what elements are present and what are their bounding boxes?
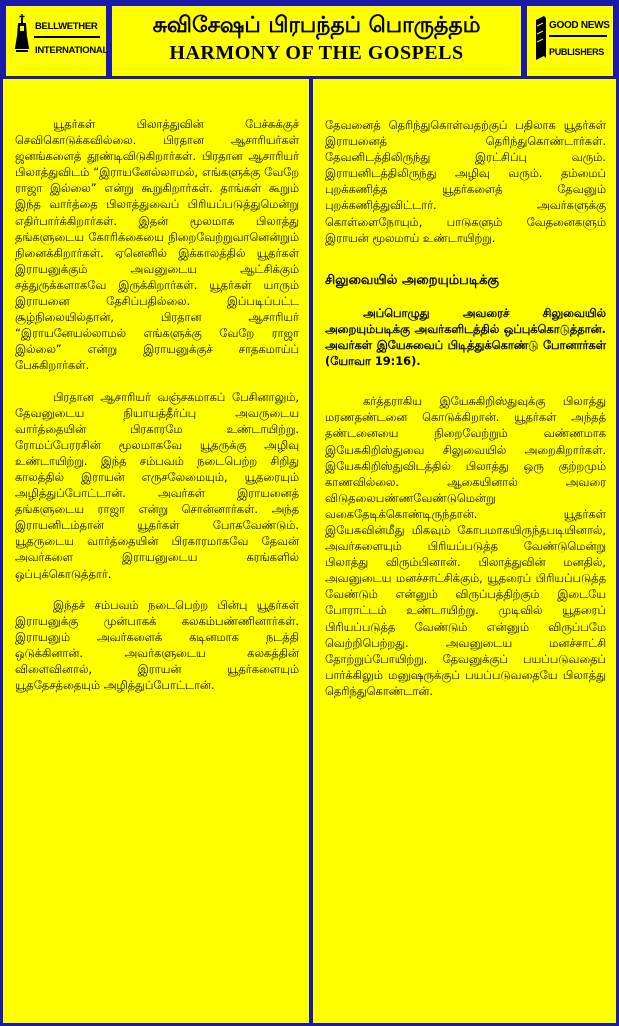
left-column bbox=[3, 79, 309, 1023]
title-english: HARMONY OF THE GOSPELS bbox=[169, 42, 464, 64]
paragraph: பிரதான ஆசாரியர் வஞ்சகமாகப் பேசினாலும், தேவனுடைய நியாயத்தீர்ப்பு அவருடைய வார்த்தையின் பிரகாரமே உண்டாயிற்று. ரோமப்பேரரசின் மூலமாகவே யூதருக்கு அழிவு உண்டாயிற்று. இந்த சம்பவம் நடைபெற்ற சிறிது காலத்தில் இராயன் எருசலேமையும், யூதரையும் அழித்துப்போட்டான். அவர்கள் இராயனைத் தங்களுடைய ராஜா என்று சொன்னார்கள். அந்த இராயனிடம்தான் யூதர்கள் போகவேண்டும். யூதருடைய வார்த்தையின் பிரகாரமாகவே தேவன் அவர்களை இராயனுடைய கரங்களில் ஒப்புக்கொடுத்தார். bbox=[15, 389, 299, 581]
bellwether-logo bbox=[6, 6, 106, 76]
page-header bbox=[3, 3, 616, 79]
title-banner bbox=[112, 6, 521, 76]
good-news-logo bbox=[527, 6, 613, 76]
logo-divider bbox=[549, 35, 607, 37]
paragraph: தேவனைத் தெரிந்துகொள்வதற்குப் பதிலாக யூதர்கள் இராயனைத் தெரிந்துகொண்டார்கள். தேவனிடத்திலிருந்து இரட்சிப்பு வரும். இராயனிடத்திலிருந்து அழிவு வரும். தம்மைப் புறக்கணித்த யூதர்களைத் தேவனும் புறக்கணித்துவிட்டார். அவர்களுக்கு கொள்ளைநோயும், பாடுகளும் வேதனைகளும் இராயன் மூலமாய் உண்டாயிற்று. bbox=[325, 118, 606, 245]
right-column bbox=[313, 79, 616, 1023]
paragraph: இந்தச் சம்பவம் நடைபெற்ற பின்பு யூதர்கள் இராயனுக்கு முன்பாகக் கலகம்பண்ணினார்கள். இராயனும் அவர்களைக் கடினமாக நடத்தி ஒடுக்கினான். அவர்களுடைய கலகத்தின் விளைவினால், இராயன் யூதர்களையும் யூததேசத்தையும் அழித்துப்போட்டான். bbox=[15, 597, 299, 693]
logo-left-line2: INTERNATIONAL bbox=[35, 45, 108, 56]
paragraph: கர்த்தராகிய இயேசுகிறிஸ்துவுக்கு பிலாத்து மரணதண்டனை கொடுக்கிறான். யூதர்கள் அந்தத் தண்டனையை நிறைவேற்றும் வண்ணமாக இயேசுகிறிஸ்துவை சிலுவையில் அறைகிறார்கள். இயேசுகிறிஸ்துவிடத்தில் பிலாத்து ஒரு குற்றமும் காணவில்லை. ஆகையினால் அவரை விடுதலைபண்ணவேண்டுமென்று வகைதேடிக்கொண்டிருந்தான். யூதர்கள் இயேசுவின்மீது மிகவும் கோபமாகயிருந்தபடியினால், அவர்களையும் பிரியப்படுத்த வேண்டுமென்று பிலாத்து விரும்பினான். பிலாத்துவின் மனதில், அவனுடைய மனச்சாட்சிக்கும், யூதரைப் பிரியப்படுத்த வேண்டும் என்னும் விருப்பத்திற்கும் இடையே போராட்டம் உண்டாயிற்று. முடிவில் யூதரைப் பிரியப்படுத்த வேண்டும் என்னும் விருப்பமே வெற்றிபெற்றது. அவனுடைய மனச்சாட்சி தோற்றுப்போயிற்று. தேவனுக்குப் பயப்படுவதைப் பார்க்கிலும் மனுஷருக்குப் பயப்படுவதையே பிலாத்து தெரிந்துகொண்டான். bbox=[325, 394, 606, 698]
scripture-quote: அப்பொழுது அவரைச் சிலுவையில் அறையும்படிக்கு அவர்களிடத்தில் ஒப்புக்கொடுத்தான். அவர்கள் இயேசுவைப் பிடித்துக்கொண்டு போனார்கள் (யோவா 19:16). bbox=[325, 305, 606, 369]
logo-left-line1: BELLWETHER bbox=[35, 21, 98, 32]
logo-right-line1: GOOD NEWS bbox=[549, 20, 610, 31]
book-emblem-icon bbox=[527, 6, 613, 76]
logo-divider bbox=[34, 36, 100, 38]
paragraph: யூதர்கள் பிலாத்துவின் பேச்சுக்குச் செவிகொடுக்கவில்லை. பிரதான ஆசாரியர்கள் ஜனங்களைத் தூண்டிவிடுகிறார்கள். பிரதான ஆசாரியர் பிலாத்துவிடம் “இராயனேல்லாமல், எங்களுக்கு வேறே ராஜா இல்லை” என்று கூறுகிறார்கள். தாங்கள் கூறும் இந்த வார்த்தை பிலாத்துவைப் பிரியப்படுத்துமென்று எதிர்பார்க்கிறார்கள். இதன் மூலமாக பிலாத்து தங்களுடைய கோரிக்கையை நிறைவேற்றுவானென்றும் நினைக்கிறார்கள். ஏனெனில் இக்காலத்தில் யூதர்கள் இராயனுக்கும் அவனுடைய ஆட்சிக்கும் சத்துருக்களாகவே இருக்கிறார்கள். யூதர்கள் யாரும் இராயனை தேசிப்பதில்லை. இப்படிப்பட்ட சூழ்நிலையில்தான், பிரதான ஆசாரியர் “இராயனேயல்லாமல் எங்களுக்கு வேறே ராஜா இல்லை” என்று இராயனுக்குச் சாதகமாய்ப் பேசுகிறார்கள். bbox=[15, 117, 299, 373]
logo-right-line2: PUBLISHERS bbox=[549, 47, 605, 57]
bellwether-emblem-icon bbox=[6, 6, 106, 76]
section-heading: சிலுவையில் அறையும்படிக்கு bbox=[325, 272, 499, 288]
title-tamil: சுவிசேஷப் பிரபந்தப் பொருத்தம் bbox=[152, 13, 481, 38]
